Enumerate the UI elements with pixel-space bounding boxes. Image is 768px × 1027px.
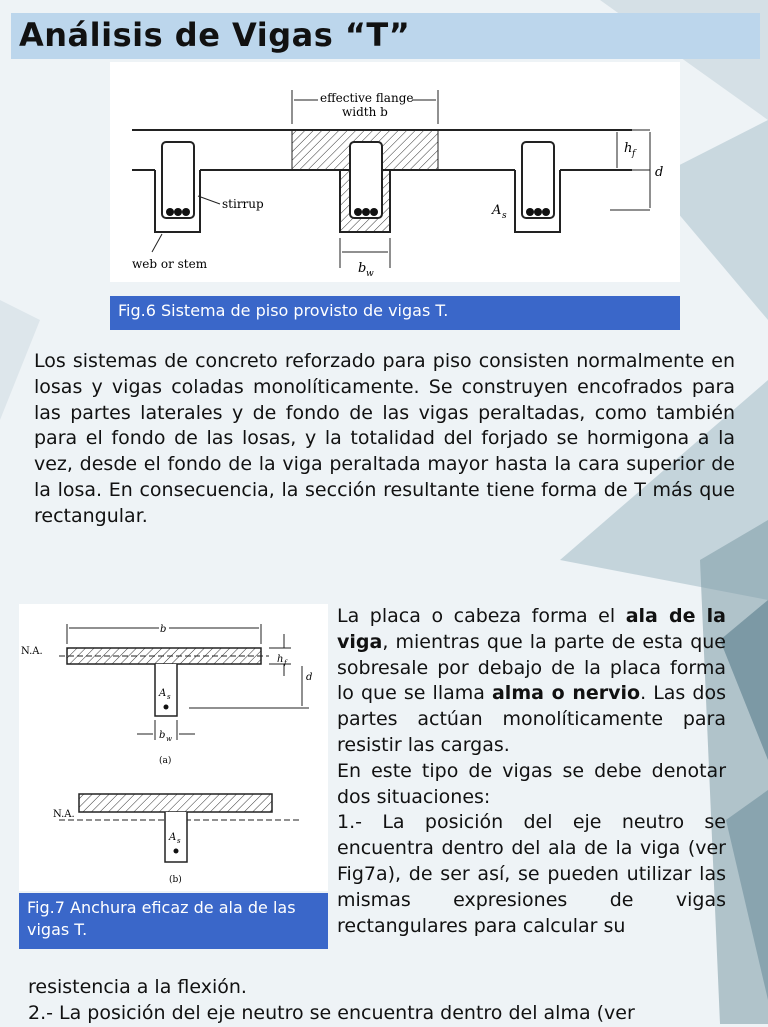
fig7-label-as-b-sub: s <box>177 837 181 845</box>
fig6-caption: Fig.6 Sistema de piso provisto de vigas T. <box>110 296 680 330</box>
fig7-label-hf-sub: f <box>284 659 287 667</box>
p2-bold-ala: ala de la viga <box>337 605 726 653</box>
page-title: Análisis de Vigas “T” <box>19 16 411 54</box>
intro-paragraph: Los sistemas de concreto reforzado para piso consisten normalmente en losas y vigas coladas monolíticamente. Se construyen encofrados para las partes laterales y de fondo de las vigas peraltadas, como también para el fondo de las losas, y la totalidad del forjado se hormigona a la vez, desde el fondo de la viga peraltada mayor hasta la cara superior de la losa. En consecuencia, la sección resultante tiene forma de T más que rectangular. <box>34 350 735 527</box>
fig7-label-na-a: N.A. <box>21 646 43 657</box>
fig6-diagram <box>110 62 680 282</box>
figure-7 <box>19 604 328 891</box>
fig6-label-bw: b <box>358 261 367 276</box>
fig7-label-na-b: N.A. <box>53 809 75 820</box>
p2-text-1: La placa o cabeza forma el <box>337 605 626 627</box>
continuation-paragraph <box>28 975 727 1027</box>
fig6-label-web: web or stem <box>132 257 208 271</box>
fig7-label-bw-sub: w <box>166 735 172 743</box>
fig6-label-as-sub: s <box>502 211 507 221</box>
p3-case-2: 2.- La posición del eje neutro se encuentra dentro del alma (ver <box>28 1001 635 1024</box>
fig7-label-as-sub: s <box>167 693 171 701</box>
fig7-label-bw: b <box>159 730 166 741</box>
fig6-label-hf: h <box>624 141 633 156</box>
fig6-label-width-b: width b <box>342 105 388 119</box>
figure-6 <box>110 62 680 282</box>
flange-web-paragraph <box>337 604 726 939</box>
p2-text-2: , mientras que la parte de esta que sobresale por debajo de la placa forma lo que se llama <box>337 630 726 705</box>
title-bar <box>11 13 760 59</box>
p2-bold-alma: alma o nervio <box>491 682 641 705</box>
fig6-label-bw-sub: w <box>366 269 374 279</box>
fig7-label-as: A <box>159 688 167 699</box>
fig7-caption: Fig.7 Anchura eficaz de ala de las vigas T. <box>19 893 328 949</box>
p2-text-3: . Las dos partes actúan monolíticamente para resistir las cargas. <box>337 682 726 756</box>
fig7-label-d: d <box>306 672 313 683</box>
fig7-label-b-sub: (b) <box>169 875 182 885</box>
fig7-label-b: b <box>160 624 167 635</box>
fig7-label-hf: h <box>277 654 284 665</box>
fig6-label-effective-flange: effective flange <box>320 91 414 105</box>
fig7-label-a: (a) <box>159 756 172 766</box>
p2-situations: En este tipo de vigas se debe denotar dos situaciones: <box>337 759 726 808</box>
p2-case-1: 1.- La posición del eje neutro se encuentra dentro del ala de la viga (ver Fig7a), de ser así, se pueden utilizar las mismas expresiones de vigas rectangulares para calcular su <box>337 811 726 937</box>
fig6-label-stirrup: stirrup <box>222 197 264 211</box>
fig6-label-as: A <box>492 203 502 218</box>
fig7-label-as-b: A <box>169 832 177 843</box>
flange-web-line-1 <box>337 604 726 759</box>
fig7-diagram <box>19 604 328 891</box>
fig6-label-d: d <box>655 165 664 180</box>
p3-line-1: resistencia a la flexión. <box>28 976 247 998</box>
fig6-label-hf-sub: f <box>632 149 636 159</box>
